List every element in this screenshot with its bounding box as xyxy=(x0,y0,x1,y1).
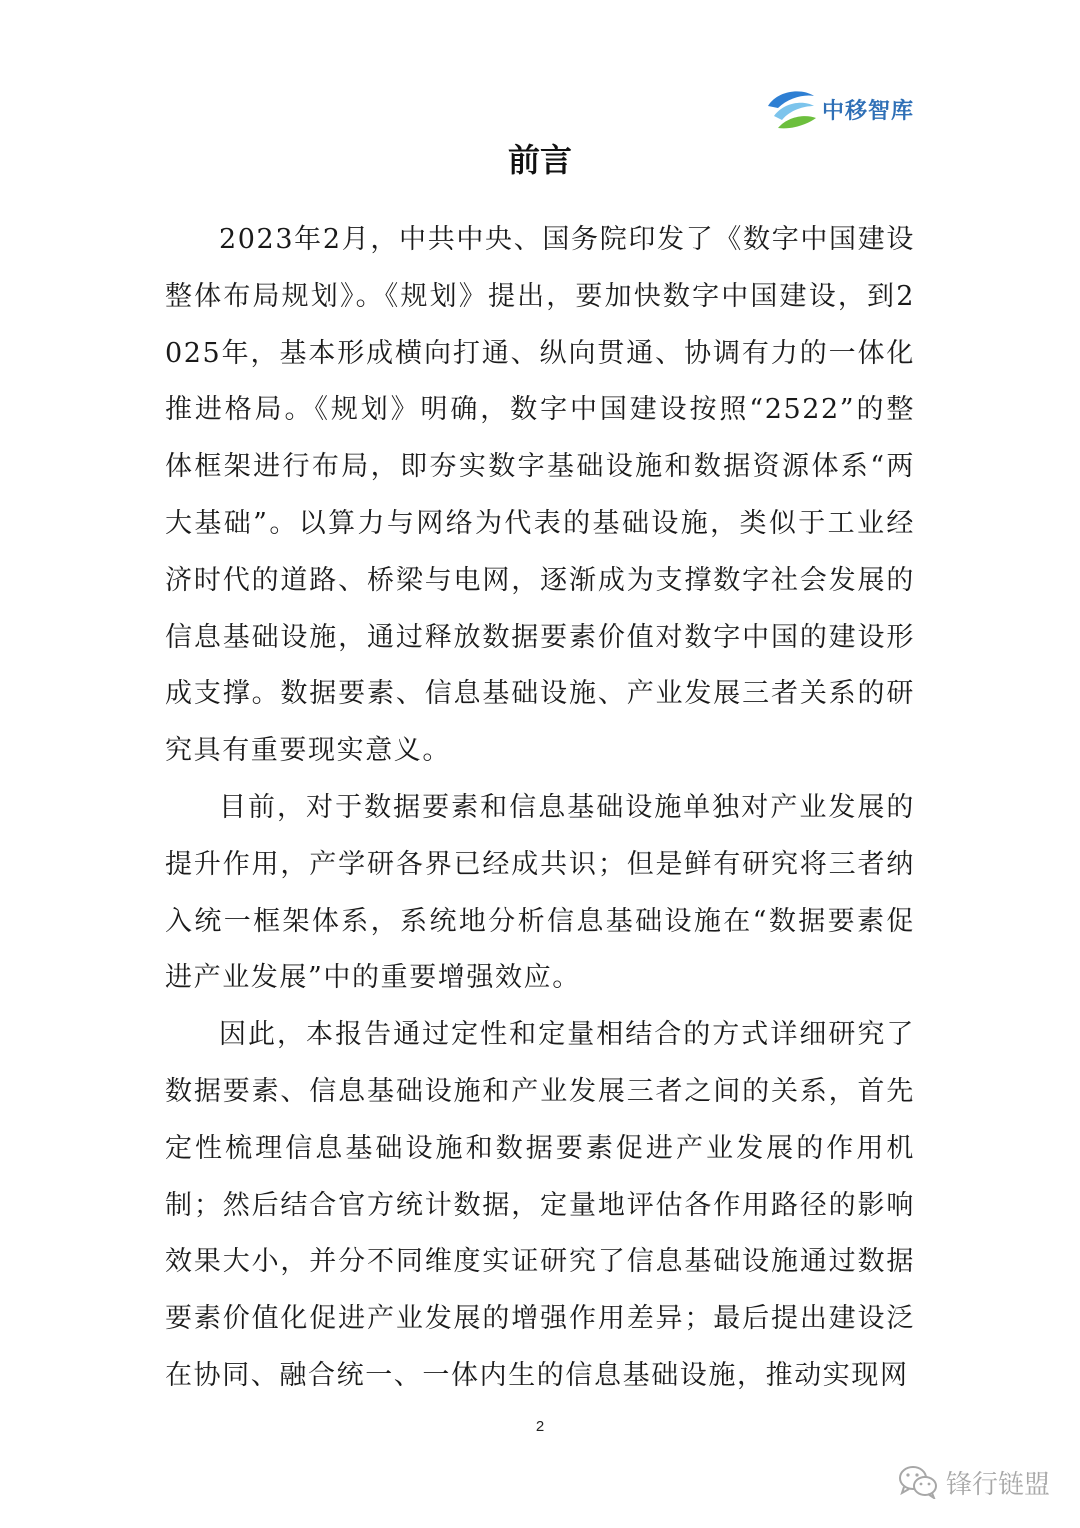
logo-icon xyxy=(764,86,818,132)
watermark xyxy=(898,1458,1050,1506)
logo-text: 中移智库 xyxy=(822,98,915,124)
wechat-icon xyxy=(898,1465,938,1499)
watermark-text: 锋行链盟 xyxy=(946,1469,1051,1500)
logo xyxy=(764,84,914,134)
paragraph-2: 目前，对于数据要素和信息基础设施单独对产业发展的提升作用，产学研各界已经成共识；但是鲜有研究将三者纳入统一框架体系，系统地分析信息基础设施在“数据要素促进产业发展”中的重要增强效应。 xyxy=(165,791,915,994)
paragraph-3: 因此，本报告通过定性和定量相结合的方式详细研究了数据要素、信息基础设施和产业发展三者之间的关系，首先定性梳理信息基础设施和数据要素促进产业发展的作用机制；然后结合官方统计数据，定量地评估各作用路径的影响效果大小，并分不同维度实证研究了信息基础设施通过数据要素价值化促进产业发展的增强作用差异；最后提出建设泛在协同、融合统一、一体内生的信息基础设施，推动实现网 xyxy=(165,1019,915,1391)
page-number: 2 xyxy=(535,1418,545,1435)
paragraph-1: 2023年2月，中共中央、国务院印发了《数字中国建设整体布局规划》。《规划》提出，要加快数字中国建设，到2025年，基本形成横向打通、纵向贯通、协调有力的一体化推进格局。《规划》明确，数字中国建设按照“2522”的整体框架进行布局，即夯实数字基础设施和数据资源体系“两大基础”。以算力与网络为代表的基础设施，类似于工业经济时代的道路、桥梁与电网，逐渐成为支撑数字社会发展的信息基础设施，通过释放数据要素价值对数字中国的建设形成支撑。数据要素、信息基础设施、产业发展三者关系的研究具有重要现实意义。 xyxy=(165,224,915,767)
body-text xyxy=(165,212,915,1405)
page-title: 前言 xyxy=(507,141,572,179)
